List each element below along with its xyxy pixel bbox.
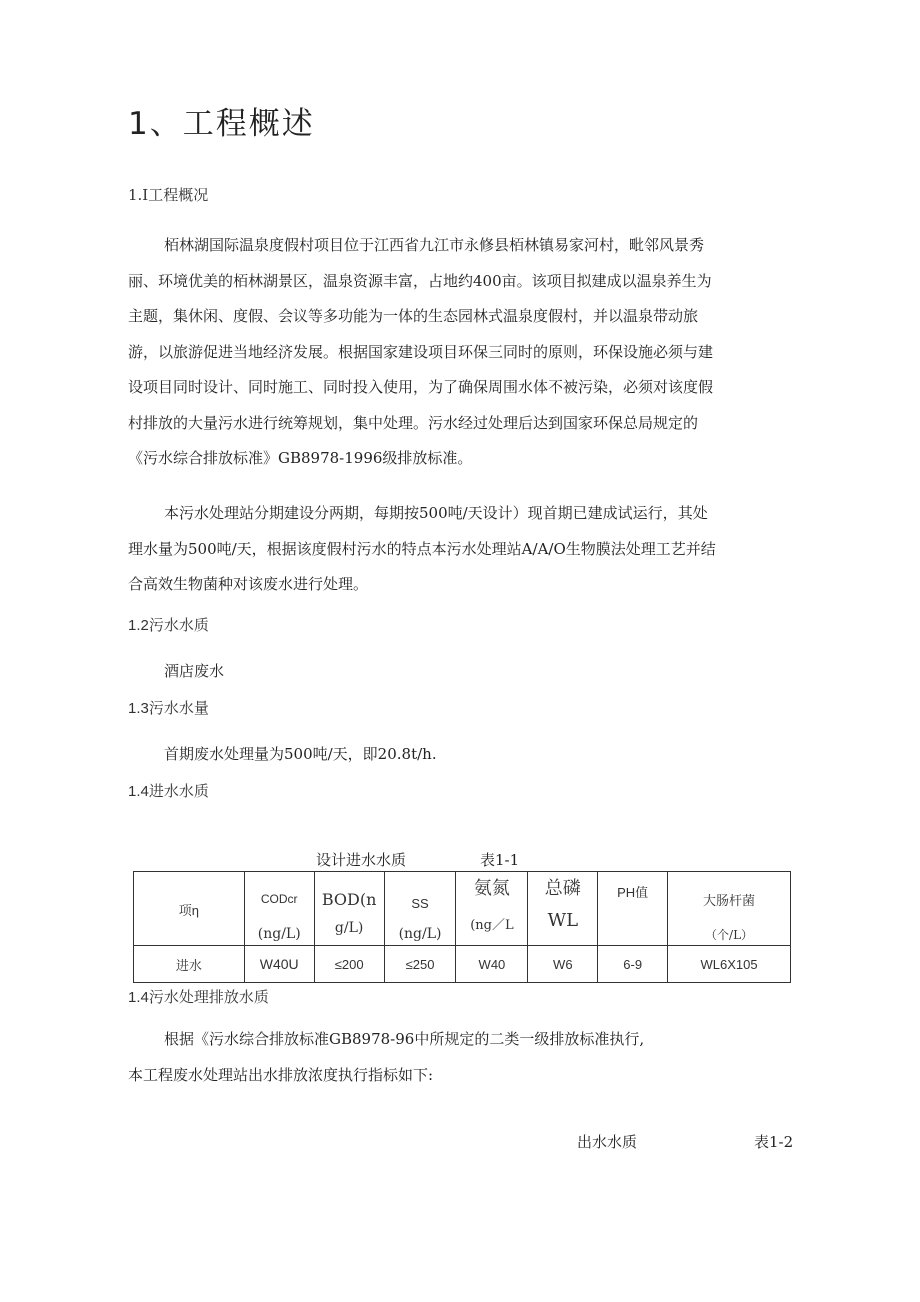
table-cell: W40 bbox=[456, 946, 528, 983]
page-title: 1、工程概述 bbox=[128, 106, 315, 142]
table-header-cell: SS (ng/L) bbox=[384, 872, 456, 946]
table-header-row bbox=[134, 872, 791, 946]
water-quality-text: 酒店废水 bbox=[164, 662, 225, 680]
table1-caption: 设计进水水质 bbox=[316, 851, 407, 869]
table-cell: WL6X105 bbox=[668, 946, 791, 983]
station-line: 理水量为500吨/天，根据该度假村污水的特点本污水处理站A/A/O生物膜法处理工艺并结 bbox=[128, 539, 716, 558]
table-cell: ≤200 bbox=[314, 946, 384, 983]
table2-caption: 出水水质 bbox=[577, 1133, 638, 1151]
table-cell: 进水 bbox=[134, 946, 245, 983]
table-row bbox=[134, 946, 791, 983]
table-header-cell: 大肠杆菌 （个/L） bbox=[668, 872, 791, 946]
section-heading-inflow-quality: 1.4进水水质 bbox=[128, 783, 209, 800]
overview-line: 设项目同时设计、同时施工、同时投入使用，为了确保周围水体不被污染，必须对该度假 bbox=[128, 378, 714, 396]
overview-line: 《污水综合排放标准》GB8978-1996级排放标准。 bbox=[128, 449, 473, 467]
overview-line: 丽、环境优美的栢林湖景区，温泉资源丰富，占地约400亩。该项目拟建成以温泉养生为 bbox=[128, 271, 712, 290]
table-header-cell: 项η bbox=[134, 872, 245, 946]
table-cell: 6-9 bbox=[598, 946, 668, 983]
overview-line: 主题，集休闲、度假、会议等多功能为一体的生态园林式温泉度假村，并以温泉带动旅 bbox=[128, 307, 699, 325]
station-line: 合高效生物菌种对该废水进行处理。 bbox=[128, 575, 369, 593]
table2-number: 表1-2 bbox=[754, 1133, 794, 1151]
table-header-cell: CODcr (ng/L) bbox=[244, 872, 314, 946]
table-cell: ≤250 bbox=[384, 946, 456, 983]
table-cell: W40U bbox=[244, 946, 314, 983]
overview-line: 栢林湖国际温泉度假村项目位于江西省九江市永修县栢林镇易家河村，毗邻风景秀 bbox=[164, 236, 705, 254]
overview-line: 村排放的大量污水进行统筹规划，集中处理。污水经过处理后达到国家环保总局规定的 bbox=[128, 413, 699, 432]
overview-paragraph bbox=[128, 228, 713, 477]
table-header-cell: 氨氮 (ng／L bbox=[456, 872, 528, 946]
table-header-cell: PH值 bbox=[598, 872, 668, 946]
water-volume-text: 首期废水处理量为500吨/天，即20.8t/h. bbox=[164, 745, 437, 763]
table-cell: W6 bbox=[528, 946, 598, 983]
station-line: 本污水处理站分期建设分两期，每期按500吨/天设计）现首期已建成试运行，其处 bbox=[164, 504, 708, 522]
section-heading-water-volume: 1.3污水水量 bbox=[128, 700, 209, 717]
section-heading-water-quality: 1.2污水水质 bbox=[128, 617, 209, 634]
station-paragraph bbox=[128, 496, 716, 603]
section-heading-overview: 1.I工程概况 bbox=[128, 186, 209, 204]
table-header-cell: BOD(n g/L) bbox=[314, 872, 384, 946]
table-header-cell: 总磷 WL bbox=[528, 872, 598, 946]
inflow-quality-table bbox=[133, 871, 791, 983]
table1-number: 表1-1 bbox=[480, 851, 520, 869]
section-heading-discharge-quality: 1.4污水处理排放水质 bbox=[128, 989, 269, 1006]
discharge-line-1: 根据《污水综合排放标准GB8978-96中所规定的二类一级排放标准执行, bbox=[164, 1030, 645, 1048]
overview-line: 游，以旅游促进当地经济发展。根据国家建设项目环保三同时的原则，环保设施必须与建 bbox=[128, 342, 714, 361]
discharge-line-2: 本工程废水处理站出水排放浓度执行指标如下: bbox=[128, 1066, 434, 1084]
